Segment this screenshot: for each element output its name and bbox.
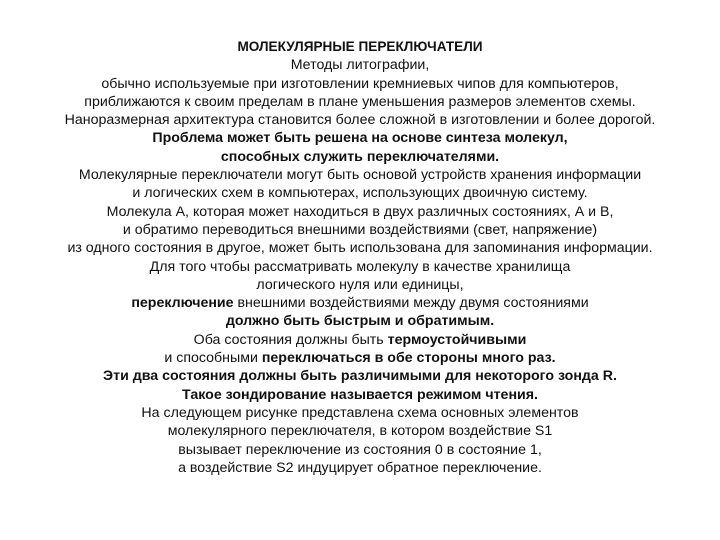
text-line: обычно используемые при изготовлении кремниевых чипов для компьютеров, <box>101 75 619 92</box>
page-title: МОЛЕКУЛЯРНЫЕ ПЕРЕКЛЮЧАТЕЛИ <box>237 39 483 54</box>
text-line: Наноразмерная архитектура становится более сложной в изготовлении и более дорогой. <box>64 112 656 129</box>
bold-phrase: переключаться в обе стороны много раз. <box>261 350 556 367</box>
bold-text-line: Эти два состояния должны быть различимыми для некоторого зонда R. <box>103 368 617 385</box>
text-line: и обратимо переводиться внешними воздействиями (свет, напряжение) <box>122 221 598 238</box>
text-line: и логических схем в компьютерах, использующих двоичную систему. <box>132 185 588 202</box>
text-segment: и способными <box>164 350 262 367</box>
text-line: Методы литографии, <box>290 57 430 74</box>
text-line: вызывает переключение из состояния 0 в состояние 1, <box>178 441 542 458</box>
text-segment: внешними воздействиями между двумя состояниями <box>233 295 589 312</box>
text-line: Для того чтобы рассматривать молекулу в качестве хранилища <box>149 258 571 275</box>
text-line: а воздействие S2 индуцирует обратное переключение. <box>178 459 542 476</box>
bold-phrase: термоустойчивыми <box>387 331 527 348</box>
bold-text-line: способных служить переключателями. <box>220 148 500 165</box>
text-segment: Оба состояния должны быть <box>193 331 388 348</box>
text-line: приближаются к своим пределам в плане уменьшения размеров элементов схемы. <box>84 93 636 110</box>
text-line: молекулярного переключателя, в котором воздействие S1 <box>167 423 553 440</box>
text-line: Молекулярные переключатели могут быть основой устройств хранения информации <box>78 167 642 184</box>
text-line: из одного состояния в другое, может быть использована для запоминания информации. <box>67 240 653 257</box>
text-line: логического нуля или единицы, <box>256 276 464 293</box>
mixed-text-line <box>0 331 720 349</box>
text-line: На следующем рисунке представлена схема основных элементов <box>141 404 579 421</box>
document-body <box>0 38 720 477</box>
bold-text-line: должно быть быстрым и обратимым. <box>225 313 495 330</box>
mixed-text-line <box>0 294 720 312</box>
mixed-text-line <box>0 349 720 367</box>
bold-phrase: переключение <box>131 295 234 312</box>
bold-text-line: Проблема может быть решена на основе синтеза молекул, <box>152 130 568 147</box>
text-line: Молекула А, которая может находиться в двух различных состояниях, А и В, <box>106 203 614 220</box>
bold-text-line: Такое зондирование называется режимом чтения. <box>182 386 538 403</box>
